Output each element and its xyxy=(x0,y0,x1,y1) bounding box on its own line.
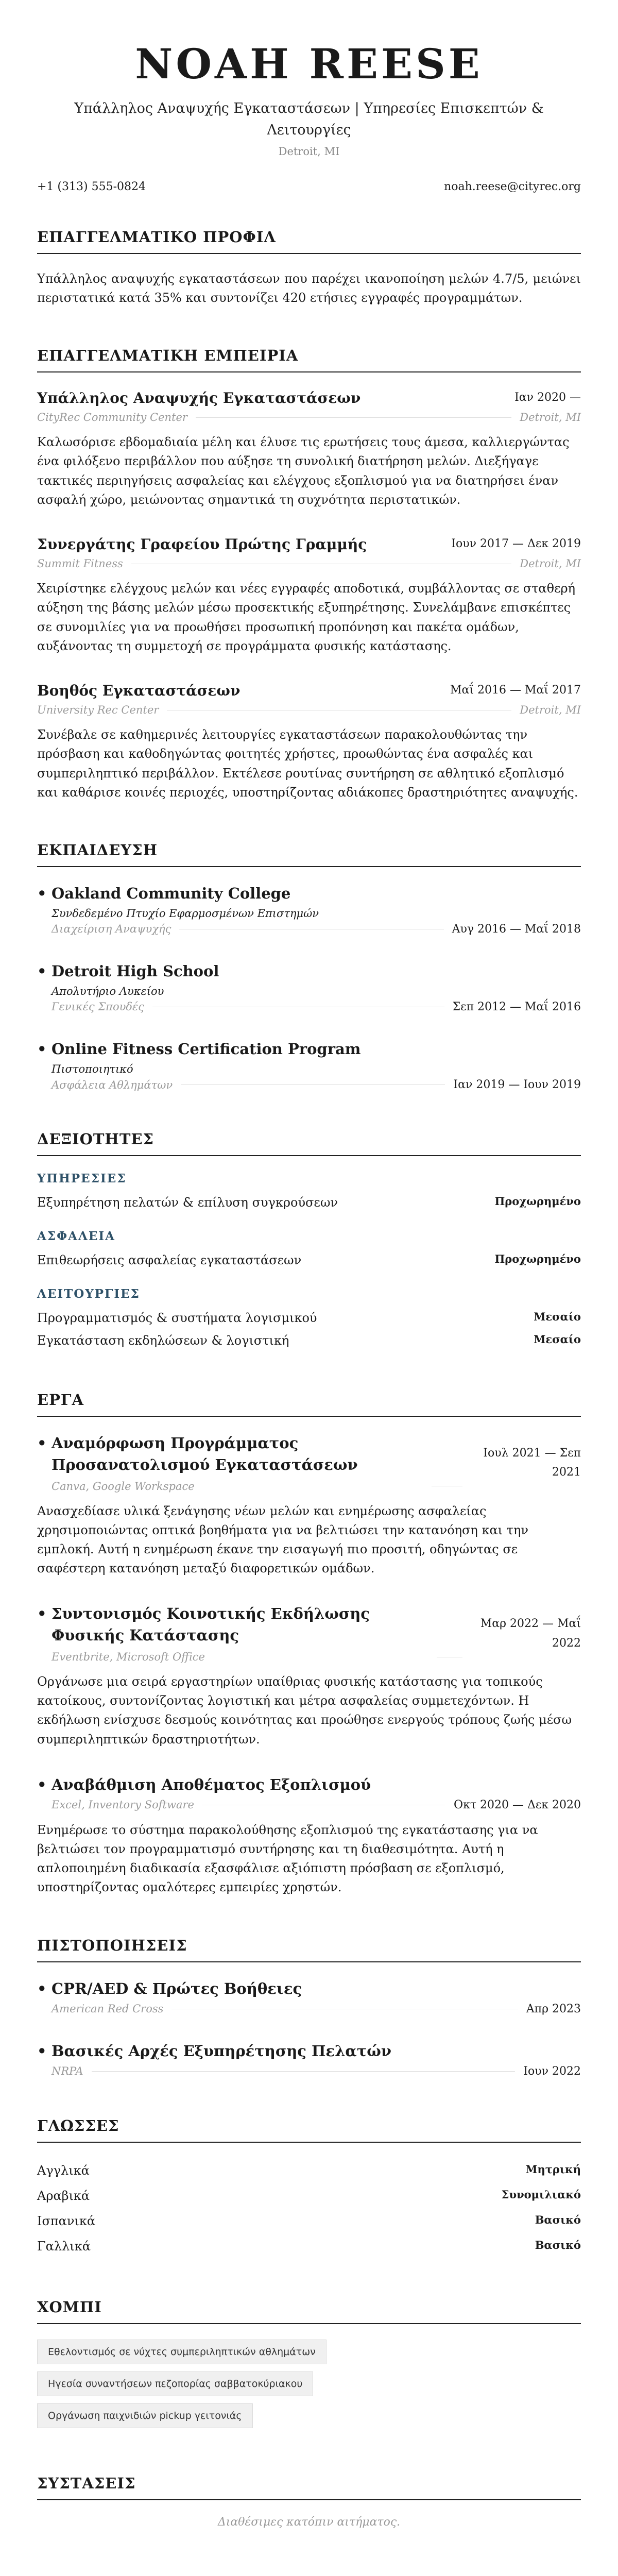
skill-category: ΛΕΙΤΟΥΡΓΙΕΣ xyxy=(37,1287,140,1301)
section-heading: ΣΥΣΤΑΣΕΙΣ xyxy=(37,2475,581,2500)
section-heading: ΕΚΠΑΙΔΕΥΣΗ xyxy=(37,841,581,867)
job-description: Συνέβαλε σε καθημερινές λειτουργίες εγκαταστάσεων παρακολουθώντας την πρόσβαση και καθοδηγώντας φοιτητές χρήστες, προωθώντας ένα ασφαλές και συμπεριληπτικό περιβάλλον. Εκτέλεσε ρουτίνας συντήρηση σε αθλητικό εξοπλισμό και καθάρισε κοινές περιοχές, υποστηρίζοντας αδιάκοπες δραστηριότητες αναψυχής. xyxy=(37,727,578,800)
section-heading: ΕΠΑΓΓΕΛΜΑΤΙΚΟ ΠΡΟΦΙΛ xyxy=(37,228,581,254)
skill-level: Προχωρημένο xyxy=(494,1252,581,1266)
contact-row xyxy=(37,180,581,193)
email-address[interactable]: noah.reese@cityrec.org xyxy=(444,180,581,193)
project-dates: Οκτ 2020 — Δεκ 2020 xyxy=(454,1798,581,1811)
project-description: Οργάνωσε μια σειρά εργαστηρίων υπαίθριας φυσικής κατάστασης για τοπικούς κατοίκους, συντονίζοντας λογιστική και μέτρα ασφαλείας συμμετεχόντων. Η εκδήλωση ενίσχυσε δεσμούς κοινότητας και προώθησε ενεργούς τρόπους ζωής μέσω συμπεριληπτικών δραστηριοτήτων. xyxy=(37,1674,572,1747)
project-entry xyxy=(37,1432,581,1579)
hobbies-section xyxy=(37,2298,581,2435)
certification-issuer: NRPA xyxy=(52,2065,83,2078)
project-tools: Eventbrite, Microsoft Office xyxy=(52,1651,205,1664)
hobby-tag: Ηγεσία συναντήσεων πεζοπορίας σαββατοκύριακου xyxy=(37,2371,313,2396)
project-tools: Excel, Inventory Software xyxy=(52,1799,194,1811)
job-location: Detroit, MI xyxy=(520,704,581,717)
language-name: Αγγλικά xyxy=(37,2163,90,2178)
job-title: Βοηθός Εγκαταστάσεων xyxy=(37,682,241,699)
certification-date: Απρ 2023 xyxy=(526,2002,581,2015)
employer: CityRec Community Center xyxy=(37,411,187,424)
project-title: • Αναβάθμιση Αποθέματος Εξοπλισμού xyxy=(37,1774,371,1795)
skill-row xyxy=(37,1330,581,1352)
skill-name: Εγκατάσταση εκδηλώσεων & λογιστική xyxy=(37,1333,289,1348)
skill-level: Μεσαίο xyxy=(534,1332,581,1346)
school-name: • Detroit High School xyxy=(37,960,581,982)
references-note: Διαθέσιμες κατόπιν αιτήματος. xyxy=(217,2516,401,2529)
language-row xyxy=(37,2158,581,2183)
skill-row xyxy=(37,1192,581,1214)
certification-title: • Βασικές Αρχές Εξυπηρέτησης Πελατών xyxy=(37,2040,581,2062)
language-row xyxy=(37,2234,581,2259)
experience-section xyxy=(37,347,581,802)
project-title: • Αναμόρφωση Προγράμματος Προσανατολισμού Εγκαταστάσεων xyxy=(37,1432,428,1476)
languages-section xyxy=(37,2117,581,2260)
job-dates: Ιουν 2017 — Δεκ 2019 xyxy=(451,537,581,550)
hobby-tags xyxy=(37,2340,581,2435)
project-dates: Μαρ 2022 — Μαΐ 2022 xyxy=(480,1617,581,1650)
school-name: • Online Fitness Certification Program xyxy=(37,1038,581,1060)
experience-entry xyxy=(37,534,581,656)
profile-section xyxy=(37,228,581,308)
degree: Συνδεδεμένο Πτυχίο Εφαρμοσμένων Επιστημών xyxy=(52,907,319,920)
skill-category: ΥΠΗΡΕΣΙΕΣ xyxy=(37,1172,127,1186)
resume-header xyxy=(37,41,581,158)
profile-summary: Υπάλληλος αναψυχής εγκαταστάσεων που παρέχει ικανοποίηση μελών 4.7/5, μειώνει περιστατικά κατά 35% και συντονίζει 420 ετήσιες εγγραφές προγραμμάτων. xyxy=(37,271,581,305)
skill-row xyxy=(37,1307,581,1329)
employer: University Rec Center xyxy=(37,704,159,717)
project-entry xyxy=(37,1774,581,1897)
candidate-name: NOAH REESE xyxy=(135,40,483,88)
section-heading: ΧΟΜΠΙ xyxy=(37,2298,581,2324)
divider xyxy=(92,2071,516,2072)
job-dates: Μαΐ 2016 — Μαΐ 2017 xyxy=(450,683,581,697)
field-of-study: Γενικές Σπουδές xyxy=(52,1001,145,1013)
education-dates: Σεπ 2012 — Μαΐ 2016 xyxy=(452,1000,581,1013)
education-dates: Ιαν 2019 — Ιουν 2019 xyxy=(453,1078,581,1092)
education-section xyxy=(37,841,581,1091)
degree: Απολυτήριο Λυκείου xyxy=(52,985,164,997)
education-entry xyxy=(37,883,581,936)
section-heading: ΕΠΑΓΓΕΛΜΑΤΙΚΗ ΕΜΠΕΙΡΙΑ xyxy=(37,347,581,372)
candidate-location: Detroit, MI xyxy=(278,145,340,158)
job-description: Καλωσόρισε εβδομαδιαία μέλη και έλυσε τις ερωτήσεις τους άμεσα, καλλιεργώντας ένα φιλόξενο περιβάλλον που αύξησε τη συνολική διατήρηση μελών. Διεξήγαγε τακτικές περιηγήσεις ασφαλείας και ελέγχους εξοπλισμού για να διατηρήσει έναν ασφαλή χώρο, μειώνοντας σημαντικά τη συχνότητα περιστατικών. xyxy=(37,435,570,507)
skill-level: Προχωρημένο xyxy=(494,1195,581,1208)
project-tools: Canva, Google Workspace xyxy=(52,1480,195,1493)
experience-entry xyxy=(37,388,581,510)
school-name: • Oakland Community College xyxy=(37,883,581,904)
language-level: Μητρική xyxy=(525,2162,581,2176)
candidate-title: Υπάλληλος Αναψυχής Εγκαταστάσεων | Υπηρεσίες Επισκεπτών & Λειτουργίες xyxy=(74,100,544,138)
divider xyxy=(181,1084,445,1085)
divider xyxy=(196,417,511,418)
education-dates: Αυγ 2016 — Μαΐ 2018 xyxy=(452,922,581,936)
education-entry xyxy=(37,1038,581,1091)
language-row xyxy=(37,2183,581,2209)
job-title: Συνεργάτης Γραφείου Πρώτης Γραμμής xyxy=(37,536,367,553)
language-level: Συνομιλιακό xyxy=(501,2188,581,2201)
section-heading: ΔΕΞΙΟΤΗΤΕΣ xyxy=(37,1130,581,1156)
certification-date: Ιουν 2022 xyxy=(523,2064,581,2078)
skill-level: Μεσαίο xyxy=(534,1310,581,1324)
certification-entry xyxy=(37,1978,581,2015)
language-name: Γαλλικά xyxy=(37,2239,91,2254)
section-heading: ΓΛΩΣΣΕΣ xyxy=(37,2117,581,2143)
phone-number[interactable]: +1 (313) 555-0824 xyxy=(37,180,146,193)
skill-name: Προγραμματισμός & συστήματα λογισμικού xyxy=(37,1311,317,1326)
skill-row xyxy=(37,1249,581,1272)
degree: Πιστοποιητικό xyxy=(52,1063,133,1076)
certifications-section xyxy=(37,1937,581,2078)
field-of-study: Ασφάλεια Αθλημάτων xyxy=(52,1078,173,1091)
job-description: Χειρίστηκε ελέγχους μελών και νέες εγγραφές αποδοτικά, συμβάλλοντας σε σταθερή αύξηση της βάσης μελών μέσω προσεκτικής εξυπηρέτησης. Συνελάμβανε επισκέπτες σε συνομιλίες για να προωθήσει προσωπική προπόνηση και πακέτα ομάδων, αυξάνοντας τη συμμετοχή σε προγράμματα φυσικής κατάστασης. xyxy=(37,581,576,653)
experience-entry xyxy=(37,681,581,802)
language-level: Βασικό xyxy=(535,2213,581,2227)
hobby-tag: Εθελοντισμός σε νύχτες συμπεριληπτικών αθλημάτων xyxy=(37,2340,327,2364)
projects-section xyxy=(37,1391,581,1897)
job-location: Detroit, MI xyxy=(520,557,581,570)
language-row xyxy=(37,2209,581,2234)
project-entry xyxy=(37,1603,581,1749)
employer: Summit Fitness xyxy=(37,557,123,570)
skill-name: Εξυπηρέτηση πελατών & επίλυση συγκρούσεων xyxy=(37,1195,338,1210)
certification-entry xyxy=(37,2040,581,2078)
project-description: Ανασχεδίασε υλικά ξενάγησης νέων μελών και ενημέρωσης ασφαλείας χρησιμοποιώντας οπτικά βοηθήματα για να βελτιώσει την κατανόηση και την εμπλοκή. Αυτή η ενημέρωση έκανε την εισαγωγή πιο προσιτή, οδηγώντας σε σαφέστερη κατανόηση μεταξύ διαφορετικών ομάδων. xyxy=(37,1503,528,1576)
section-heading: ΠΙΣΤΟΠΟΙΗΣΕΙΣ xyxy=(37,1937,581,1962)
hobby-tag: Οργάνωση παιχνιδιών pickup γειτονιάς xyxy=(37,2403,253,2428)
language-name: Αραβικά xyxy=(37,2188,90,2203)
language-level: Βασικό xyxy=(535,2239,581,2252)
project-dates: Ιουλ 2021 — Σεπ 2021 xyxy=(483,1446,581,1479)
job-title: Υπάλληλος Αναψυχής Εγκαταστάσεων xyxy=(37,389,361,407)
skills-section xyxy=(37,1130,581,1352)
section-heading: ΕΡΓΑ xyxy=(37,1391,581,1417)
certification-issuer: American Red Cross xyxy=(52,2003,164,2015)
education-entry xyxy=(37,960,581,1013)
job-location: Detroit, MI xyxy=(520,411,581,424)
certification-title: • CPR/AED & Πρώτες Βοήθειες xyxy=(37,1978,581,1999)
project-title: • Συντονισμός Κοινοτικής Εκδήλωσης Φυσικής Κατάστασης xyxy=(37,1603,428,1646)
field-of-study: Διαχείριση Αναψυχής xyxy=(52,923,171,936)
skill-name: Επιθεωρήσεις ασφαλείας εγκαταστάσεων xyxy=(37,1253,302,1268)
references-section xyxy=(37,2475,581,2529)
skill-category: ΑΣΦΑΛΕΙΑ xyxy=(37,1229,115,1244)
job-dates: Ιαν 2020 — xyxy=(514,391,581,404)
language-name: Ισπανικά xyxy=(37,2214,96,2229)
project-description: Ενημέρωσε το σύστημα παρακολούθησης εξοπλισμού της εγκατάστασης για να βελτιώσει τον προγραμματισμό συντήρησης και τη διαθεσιμότητα. Αυτή η απλοποιημένη διαδικασία εξασφάλισε αξιόπιστη πρόσβαση σε εξοπλισμό, υποστηρίζοντας ομαλότερες εμπειρίες χρηστών. xyxy=(37,1822,538,1895)
